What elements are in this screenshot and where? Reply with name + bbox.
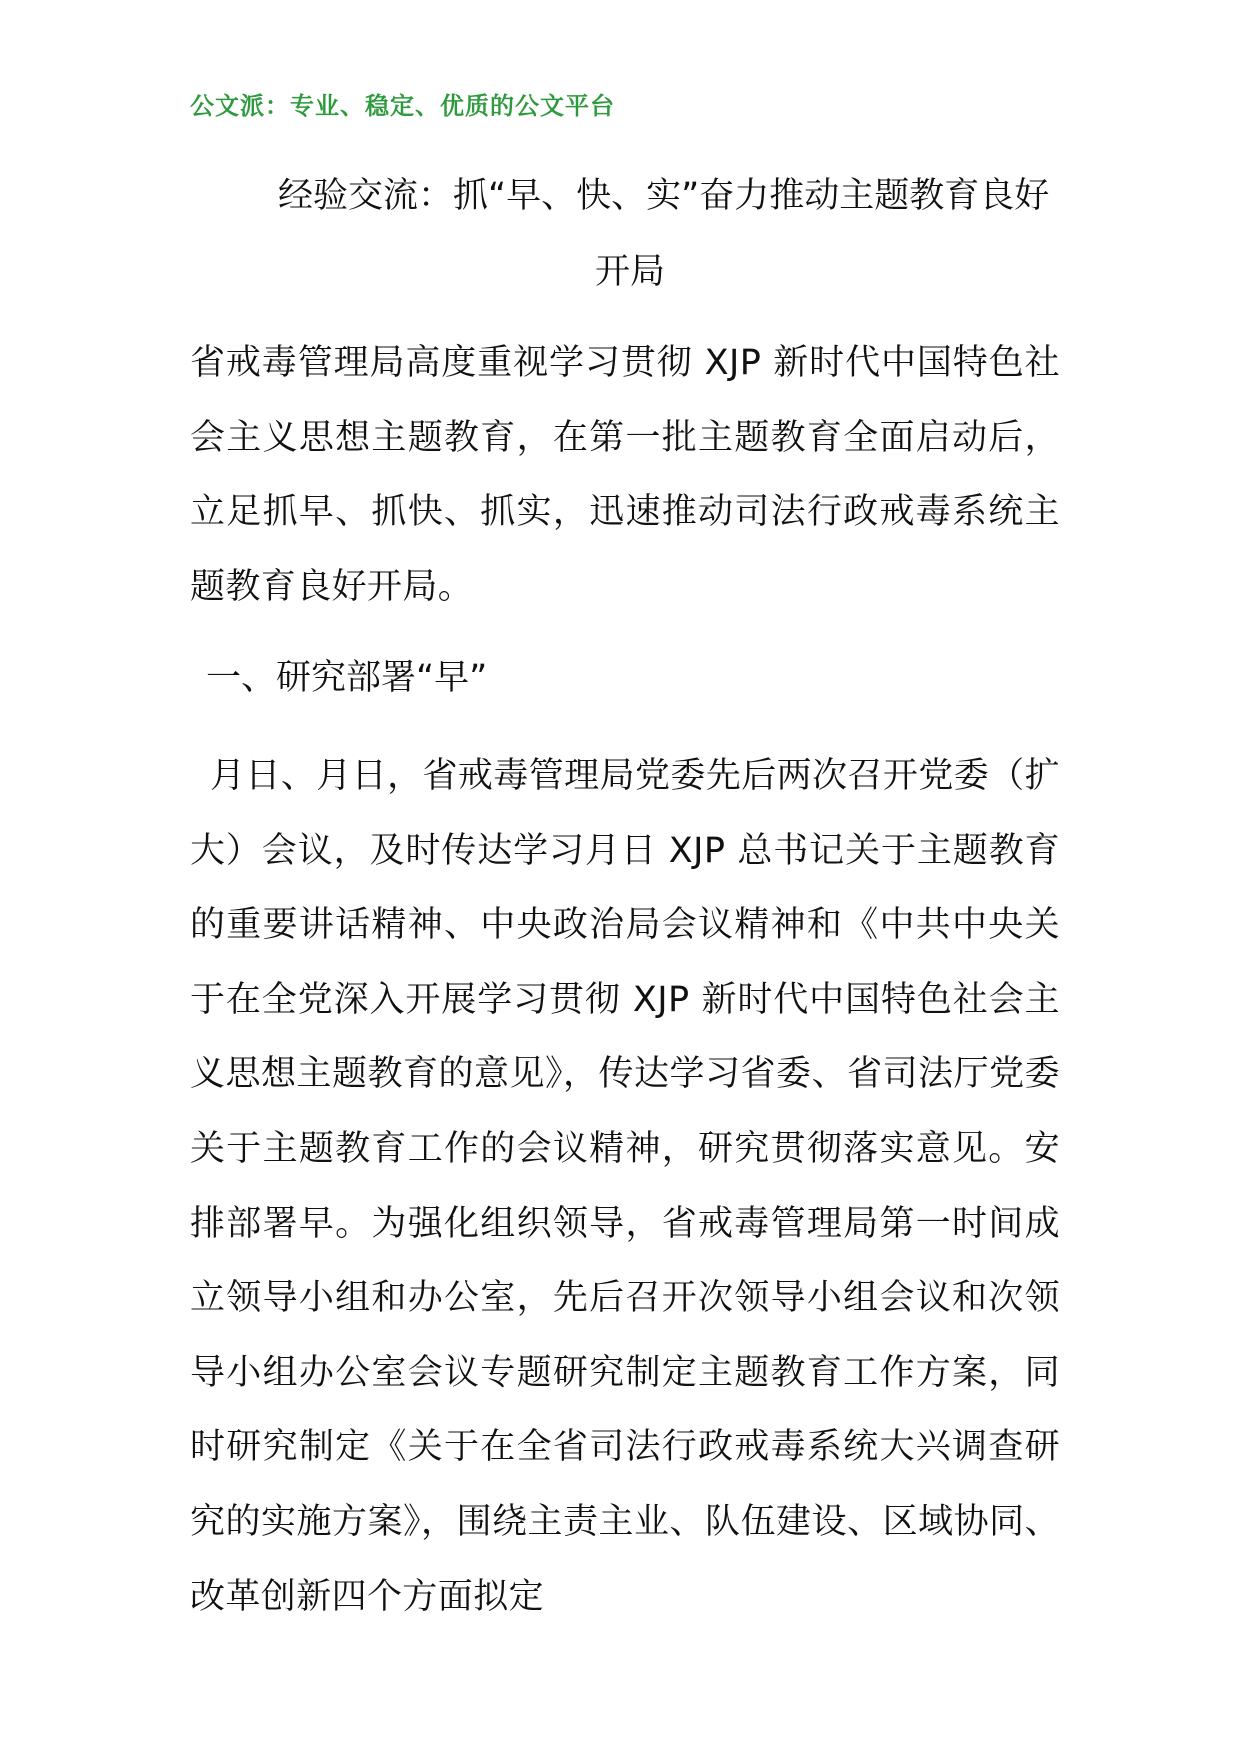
- document-title-line2: 开局: [594, 252, 665, 292]
- header-brand-text: 公文派：专业、稳定、优质的公文平台: [190, 92, 615, 120]
- document-title: [190, 158, 1060, 310]
- document-title-line1: 经验交流：抓“早、快、实”奋力推动主题教育良好: [278, 176, 1050, 216]
- section-paragraph-1: 月日、月日，省戒毒管理局党委先后两次召开党委（扩大）会议，及时传达学习月日 XJP 总书记关于主题教育的重要讲话精神、中央政治局会议精神和《中共中央关于在全党深入开展学习贯彻 XJP 新时代中国特色社会主义思想主题教育的意见》，传达学习省委、省司法厅党委关于主题教育工作的会议精神，研究贯彻落实意见。安排部署早。为强化组织领导，省戒毒管理局第一时间成立领导小组和办公室，先后召开次领导小组会议和次领导小组办公室会议专题研究制定主题教育工作方案，同时研究制定《关于在全省司法行政戒毒系统大兴调查研究的实施方案》，围绕主责主业、队伍建设、区域协同、改革创新四个方面拟定: [190, 756, 1060, 1617]
- intro-paragraph: 省戒毒管理局高度重视学习贯彻 XJP 新时代中国特色社会主义思想主题教育，在第一批主题教育全面启动后，立足抓早、抓快、抓实，迅速推动司法行政戒毒系统主题教育良好开局。: [190, 343, 1060, 607]
- section-heading-1: 一、研究部署“早”: [206, 658, 488, 698]
